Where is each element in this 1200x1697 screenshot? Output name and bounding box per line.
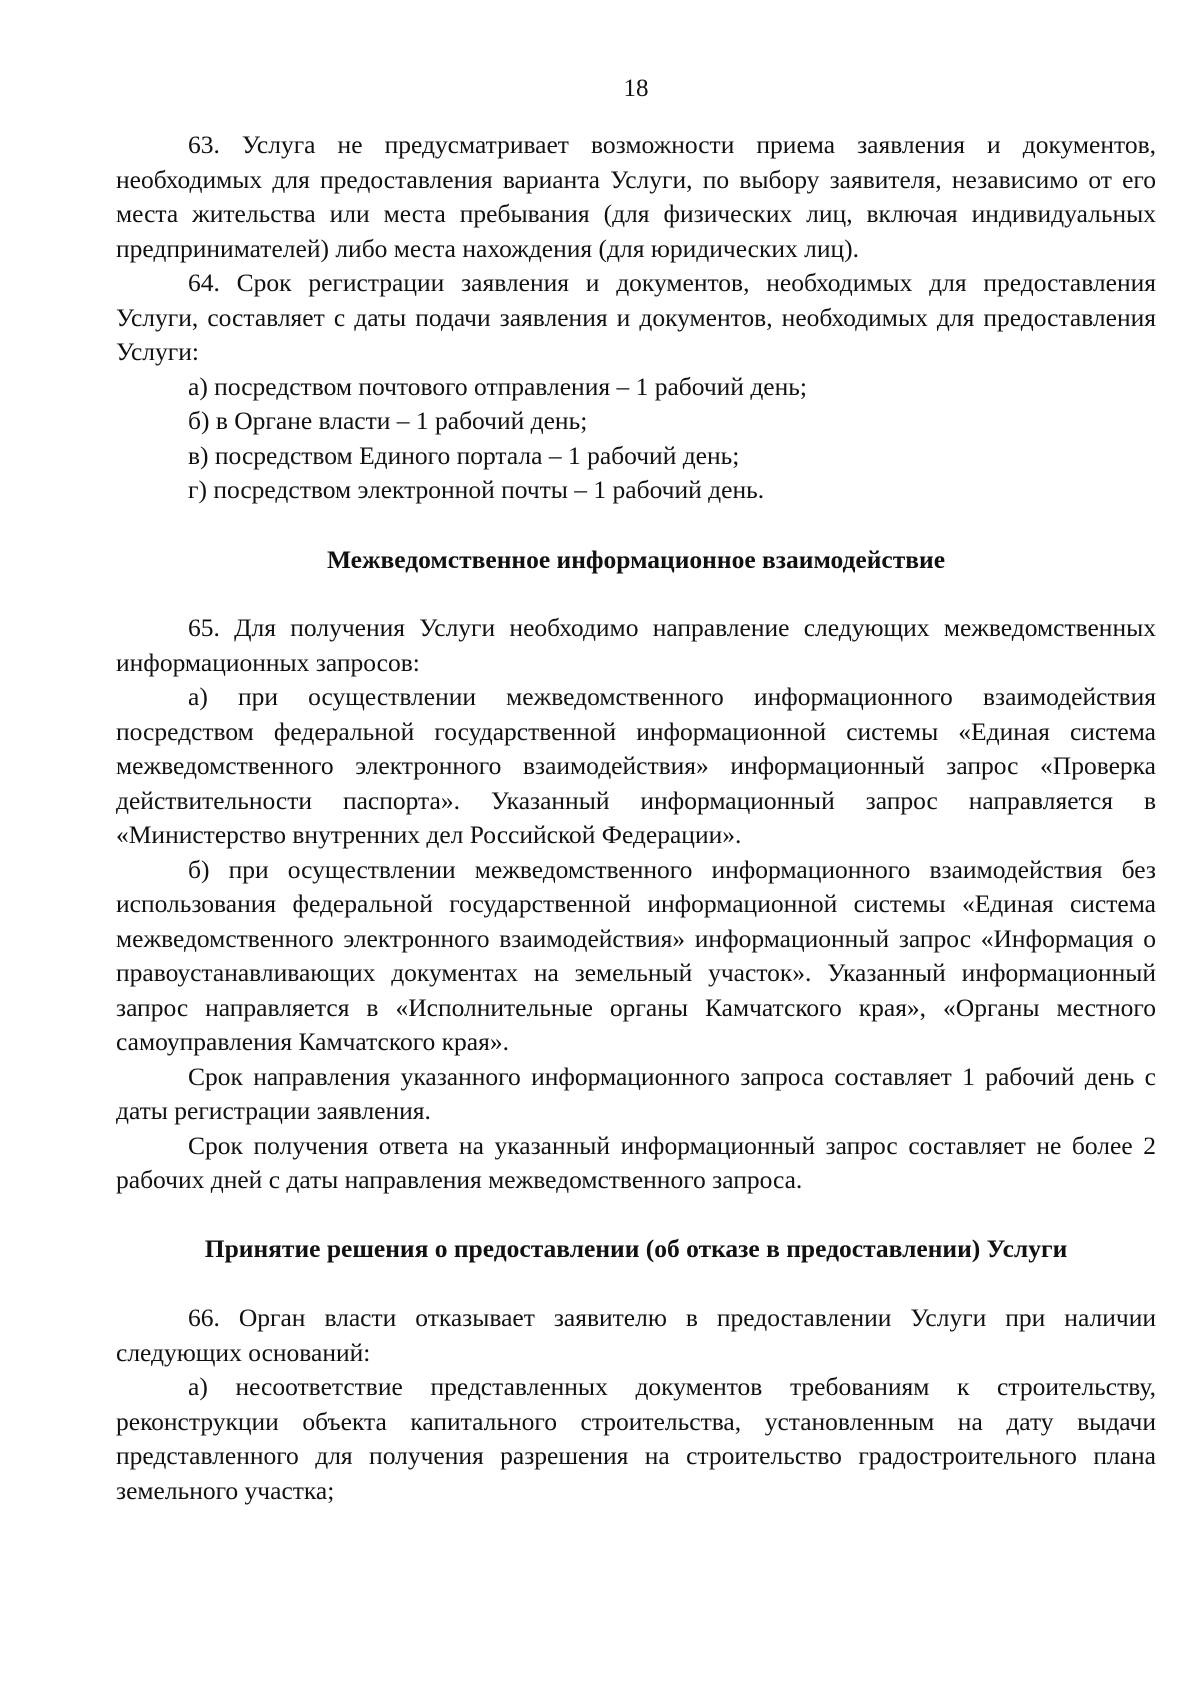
paragraph-63: 63. Услуга не предусматривает возможности приема заявления и документов, необходимых для предоставления варианта Услуги, по выбору заявителя, независимо от его места жительства или места пребывания (для физических лиц, включая индивидуальных предпринимателей) либо места нахождения (для юридических лиц). [116,130,1156,263]
paragraph-65-a: а) при осуществлении межведомственного информационного взаимодействия посредством федеральной государственной информационной системы «Единая система межведомственного электронного взаимодействия» информационный запрос «Проверка действительности паспорта». Указанный информационный запрос направляется в «Министерство внутренних дел Российской Федерации». [116,682,1156,849]
paragraph-66-a: а) несоответствие представленных документов требованиям к строительству, реконструкции объекта капитального строительства, установленным на дату выдачи представленного для получения разрешения на строительство градостроительного плана земельного участка; [116,1372,1156,1505]
section-heading-interagency: Межведомственное информационное взаимодействие [326,544,946,574]
paragraph-request-reply-term: Срок получения ответа на указанный информационный запрос составляет не более 2 рабочих дней с даты направления межведомственного запроса. [116,1130,1156,1194]
paragraph-65: 65. Для получения Услуги необходимо направление следующих межведомственных информационных запросов: [116,613,1156,677]
document-body [116,128,1156,1508]
paragraph-66: 66. Орган власти отказывает заявителю в предоставлении Услуги при наличии следующих оснований: [116,1303,1156,1367]
paragraph-64: 64. Срок регистрации заявления и документов, необходимых для предоставления Услуги, составляет с даты подачи заявления и документов, необходимых для предоставления Услуги: [116,268,1156,366]
list-item-64-a: а) посредством почтового отправления – 1 рабочий день; [188,371,807,401]
section-heading-decision: Принятие решения о предоставлении (об отказе в предоставлении) Услуги [204,1233,1068,1263]
paragraph-request-send-term: Срок направления указанного информационного запроса составляет 1 рабочий день с даты регистрации заявления. [116,1061,1156,1125]
list-item-64-b: б) в Органе власти – 1 рабочий день; [188,406,588,435]
list-item-64-c: в) посредством Единого портала – 1 рабочий день; [188,440,740,470]
page-number: 18 [623,75,649,102]
list-item-64-d: г) посредством электронной почты – 1 рабочий день. [188,475,765,504]
paragraph-65-b: б) при осуществлении межведомственного информационного взаимодействия без использования федеральной государственной информационной системы «Единая система межведомственного электронного взаимодействия» информационный запрос «Информация о правоустанавливающих документах на земельный участок». Указанный информационный запрос направляется в «Исполнительные органы Камчатского края», «Органы местного самоуправления Камчатского края». [116,854,1156,1056]
